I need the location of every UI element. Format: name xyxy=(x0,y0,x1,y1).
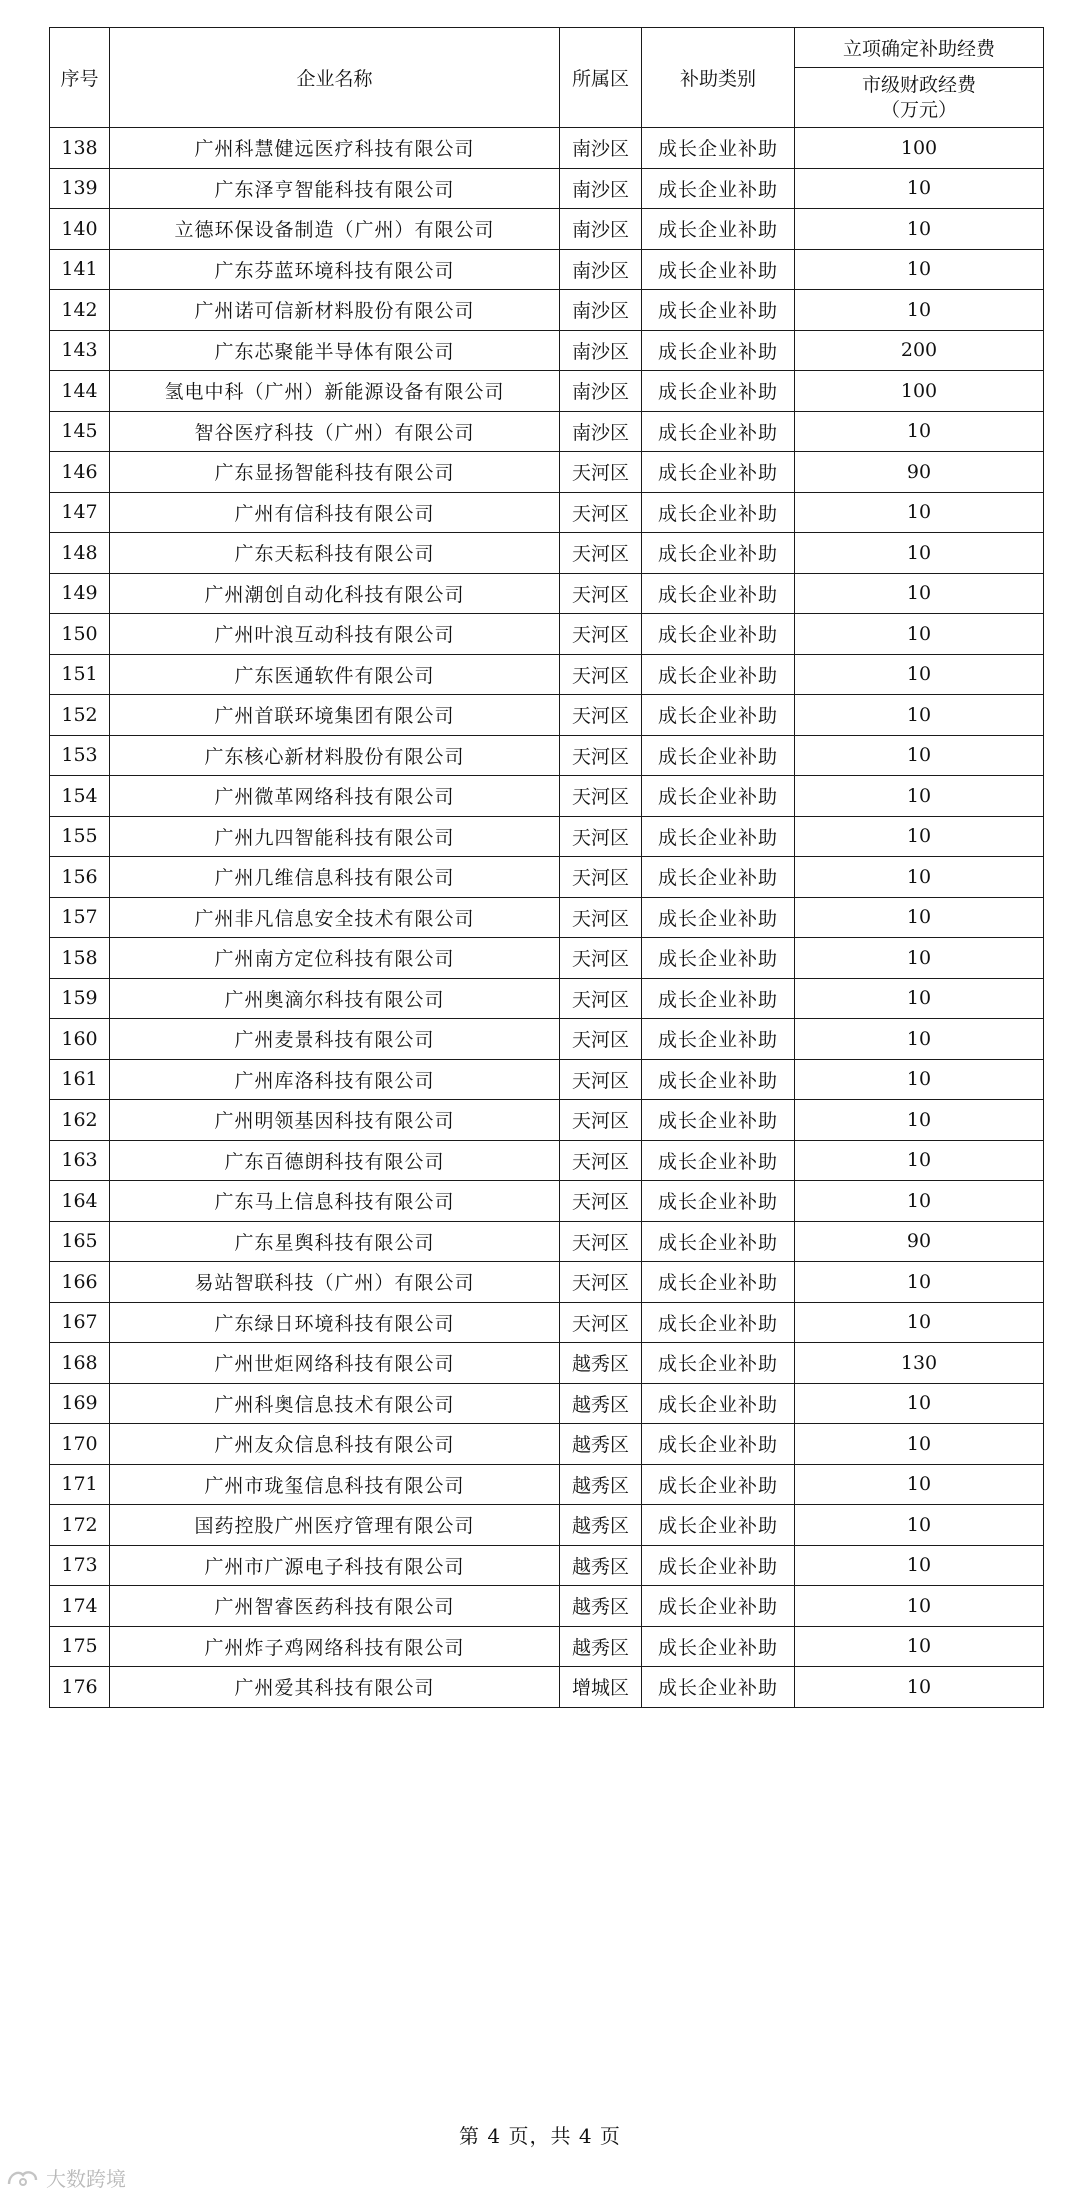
cell-index: 171 xyxy=(50,1464,110,1505)
cell-index: 173 xyxy=(50,1545,110,1586)
cell-index: 144 xyxy=(50,371,110,412)
cell-amount: 200 xyxy=(795,330,1044,371)
cell-category: 成长企业补助 xyxy=(642,290,795,331)
header-funding-sub-line1: 市级财政经费 xyxy=(861,73,976,96)
cell-category: 成长企业补助 xyxy=(642,1343,795,1384)
cell-company: 广州友众信息科技有限公司 xyxy=(110,1424,560,1465)
cell-district: 南沙区 xyxy=(560,330,642,371)
cell-index: 170 xyxy=(50,1424,110,1465)
cell-index: 175 xyxy=(50,1626,110,1667)
cell-amount: 10 xyxy=(795,1100,1044,1141)
table-row xyxy=(50,290,1044,331)
cell-index: 141 xyxy=(50,249,110,290)
cell-category: 成长企业补助 xyxy=(642,1262,795,1303)
cell-category: 成长企业补助 xyxy=(642,533,795,574)
cell-category: 成长企业补助 xyxy=(642,209,795,250)
cell-category: 成长企业补助 xyxy=(642,695,795,736)
cell-company: 广州叶浪互动科技有限公司 xyxy=(110,614,560,655)
logo-mark-icon xyxy=(6,2167,40,2189)
cell-index: 138 xyxy=(50,128,110,169)
cell-category: 成长企业补助 xyxy=(642,330,795,371)
cell-category: 成长企业补助 xyxy=(642,168,795,209)
cell-amount: 10 xyxy=(795,573,1044,614)
header-funding-sub-line2: （万元） xyxy=(880,98,957,121)
cell-amount: 10 xyxy=(795,1019,1044,1060)
table-row xyxy=(50,1262,1044,1303)
cell-category: 成长企业补助 xyxy=(642,1302,795,1343)
cell-company: 广州潮创自动化科技有限公司 xyxy=(110,573,560,614)
cell-company: 广州首联环境集团有限公司 xyxy=(110,695,560,736)
cell-amount: 10 xyxy=(795,1586,1044,1627)
page-footer: 第 4 页，共 4 页 xyxy=(459,2124,621,2148)
cell-district: 天河区 xyxy=(560,573,642,614)
table-row xyxy=(50,857,1044,898)
cell-index: 164 xyxy=(50,1181,110,1222)
cell-category: 成长企业补助 xyxy=(642,411,795,452)
cell-district: 越秀区 xyxy=(560,1586,642,1627)
table-row xyxy=(50,1626,1044,1667)
cell-amount: 10 xyxy=(795,978,1044,1019)
table-row xyxy=(50,1140,1044,1181)
cell-company: 广东天耘科技有限公司 xyxy=(110,533,560,574)
cell-category: 成长企业补助 xyxy=(642,492,795,533)
cell-company: 国药控股广州医疗管理有限公司 xyxy=(110,1505,560,1546)
cell-district: 天河区 xyxy=(560,492,642,533)
cell-index: 161 xyxy=(50,1059,110,1100)
table-row xyxy=(50,411,1044,452)
cell-amount: 10 xyxy=(795,1302,1044,1343)
cell-district: 天河区 xyxy=(560,938,642,979)
cell-district: 天河区 xyxy=(560,1221,642,1262)
cell-category: 成长企业补助 xyxy=(642,776,795,817)
cell-company: 广东马上信息科技有限公司 xyxy=(110,1181,560,1222)
header-funding-group: 立项确定补助经费 xyxy=(795,28,1044,68)
table-row xyxy=(50,776,1044,817)
cell-index: 165 xyxy=(50,1221,110,1262)
cell-district: 天河区 xyxy=(560,1140,642,1181)
cell-company: 智谷医疗科技（广州）有限公司 xyxy=(110,411,560,452)
cell-district: 天河区 xyxy=(560,897,642,938)
cell-company: 立德环保设备制造（广州）有限公司 xyxy=(110,209,560,250)
cell-company: 广州库洛科技有限公司 xyxy=(110,1059,560,1100)
cell-category: 成长企业补助 xyxy=(642,1626,795,1667)
table-row xyxy=(50,330,1044,371)
table-row xyxy=(50,249,1044,290)
cell-index: 152 xyxy=(50,695,110,736)
cell-district: 天河区 xyxy=(560,978,642,1019)
cell-company: 广东芯聚能半导体有限公司 xyxy=(110,330,560,371)
cell-index: 162 xyxy=(50,1100,110,1141)
table-row xyxy=(50,1424,1044,1465)
cell-index: 146 xyxy=(50,452,110,493)
table-body xyxy=(50,128,1044,1708)
cell-amount: 10 xyxy=(795,1464,1044,1505)
table-row xyxy=(50,168,1044,209)
cell-amount: 10 xyxy=(795,1059,1044,1100)
cell-company: 广州奥滴尔科技有限公司 xyxy=(110,978,560,1019)
cell-district: 天河区 xyxy=(560,857,642,898)
table-row xyxy=(50,614,1044,655)
table-row xyxy=(50,735,1044,776)
cell-index: 143 xyxy=(50,330,110,371)
cell-category: 成长企业补助 xyxy=(642,654,795,695)
cell-amount: 10 xyxy=(795,209,1044,250)
cell-district: 天河区 xyxy=(560,1262,642,1303)
cell-amount: 10 xyxy=(795,1505,1044,1546)
cell-district: 天河区 xyxy=(560,1181,642,1222)
cell-category: 成长企业补助 xyxy=(642,1667,795,1708)
cell-amount: 10 xyxy=(795,695,1044,736)
cell-amount: 10 xyxy=(795,168,1044,209)
cell-index: 145 xyxy=(50,411,110,452)
cell-amount: 10 xyxy=(795,816,1044,857)
cell-category: 成长企业补助 xyxy=(642,128,795,169)
header-district: 所属区 xyxy=(560,28,642,128)
cell-amount: 10 xyxy=(795,857,1044,898)
cell-district: 越秀区 xyxy=(560,1464,642,1505)
cell-company: 广东核心新材料股份有限公司 xyxy=(110,735,560,776)
cell-category: 成长企业补助 xyxy=(642,1383,795,1424)
cell-district: 越秀区 xyxy=(560,1545,642,1586)
cell-index: 147 xyxy=(50,492,110,533)
cell-company: 广东芬蓝环境科技有限公司 xyxy=(110,249,560,290)
cell-district: 南沙区 xyxy=(560,168,642,209)
cell-district: 天河区 xyxy=(560,735,642,776)
cell-amount: 10 xyxy=(795,1545,1044,1586)
cell-company: 广州麦景科技有限公司 xyxy=(110,1019,560,1060)
cell-category: 成长企业补助 xyxy=(642,1221,795,1262)
table-row xyxy=(50,371,1044,412)
cell-district: 天河区 xyxy=(560,452,642,493)
cell-index: 148 xyxy=(50,533,110,574)
cell-category: 成长企业补助 xyxy=(642,1019,795,1060)
cell-amount: 10 xyxy=(795,290,1044,331)
cell-category: 成长企业补助 xyxy=(642,1424,795,1465)
cell-index: 153 xyxy=(50,735,110,776)
table-row xyxy=(50,816,1044,857)
cell-amount: 10 xyxy=(795,776,1044,817)
cell-index: 168 xyxy=(50,1343,110,1384)
cell-amount: 90 xyxy=(795,1221,1044,1262)
subsidy-table xyxy=(49,27,1044,1708)
table-row xyxy=(50,1100,1044,1141)
cell-district: 天河区 xyxy=(560,1302,642,1343)
header-index: 序号 xyxy=(50,28,110,128)
cell-district: 天河区 xyxy=(560,816,642,857)
cell-district: 天河区 xyxy=(560,776,642,817)
cell-company: 广东绿日环境科技有限公司 xyxy=(110,1302,560,1343)
cell-company: 易站智联科技（广州）有限公司 xyxy=(110,1262,560,1303)
cell-company: 广州智睿医药科技有限公司 xyxy=(110,1586,560,1627)
cell-amount: 100 xyxy=(795,128,1044,169)
cell-category: 成长企业补助 xyxy=(642,1059,795,1100)
table-row xyxy=(50,1181,1044,1222)
cell-district: 南沙区 xyxy=(560,249,642,290)
cell-index: 158 xyxy=(50,938,110,979)
table-row xyxy=(50,695,1044,736)
cell-district: 南沙区 xyxy=(560,411,642,452)
table-row xyxy=(50,573,1044,614)
cell-index: 176 xyxy=(50,1667,110,1708)
cell-index: 150 xyxy=(50,614,110,655)
cell-category: 成长企业补助 xyxy=(642,816,795,857)
cell-district: 天河区 xyxy=(560,1059,642,1100)
cell-district: 南沙区 xyxy=(560,290,642,331)
cell-amount: 10 xyxy=(795,614,1044,655)
cell-index: 139 xyxy=(50,168,110,209)
cell-company: 广州有信科技有限公司 xyxy=(110,492,560,533)
cell-amount: 10 xyxy=(795,1262,1044,1303)
table-row xyxy=(50,897,1044,938)
cell-company: 广州科奥信息技术有限公司 xyxy=(110,1383,560,1424)
table-row xyxy=(50,128,1044,169)
header-funding-sub xyxy=(795,68,1044,128)
cell-company: 广州九四智能科技有限公司 xyxy=(110,816,560,857)
cell-company: 广州非凡信息安全技术有限公司 xyxy=(110,897,560,938)
cell-category: 成长企业补助 xyxy=(642,938,795,979)
cell-company: 氢电中科（广州）新能源设备有限公司 xyxy=(110,371,560,412)
cell-district: 增城区 xyxy=(560,1667,642,1708)
cell-category: 成长企业补助 xyxy=(642,1545,795,1586)
cell-amount: 130 xyxy=(795,1343,1044,1384)
table-row xyxy=(50,452,1044,493)
cell-district: 越秀区 xyxy=(560,1343,642,1384)
cell-company: 广州市珑玺信息科技有限公司 xyxy=(110,1464,560,1505)
cell-district: 天河区 xyxy=(560,533,642,574)
cell-district: 天河区 xyxy=(560,695,642,736)
cell-index: 157 xyxy=(50,897,110,938)
table-row xyxy=(50,1545,1044,1586)
cell-company: 广东医通软件有限公司 xyxy=(110,654,560,695)
cell-category: 成长企业补助 xyxy=(642,573,795,614)
cell-amount: 10 xyxy=(795,1383,1044,1424)
cell-amount: 10 xyxy=(795,1424,1044,1465)
cell-district: 天河区 xyxy=(560,614,642,655)
cell-district: 天河区 xyxy=(560,1100,642,1141)
cell-category: 成长企业补助 xyxy=(642,452,795,493)
table-row xyxy=(50,492,1044,533)
cell-district: 南沙区 xyxy=(560,209,642,250)
cell-district: 南沙区 xyxy=(560,128,642,169)
cell-category: 成长企业补助 xyxy=(642,1505,795,1546)
table-row xyxy=(50,1464,1044,1505)
cell-company: 广州南方定位科技有限公司 xyxy=(110,938,560,979)
cell-category: 成长企业补助 xyxy=(642,857,795,898)
cell-index: 149 xyxy=(50,573,110,614)
cell-amount: 10 xyxy=(795,897,1044,938)
cell-company: 广东百德朗科技有限公司 xyxy=(110,1140,560,1181)
cell-category: 成长企业补助 xyxy=(642,249,795,290)
cell-company: 广州科慧健远医疗科技有限公司 xyxy=(110,128,560,169)
cell-district: 越秀区 xyxy=(560,1626,642,1667)
header-company: 企业名称 xyxy=(110,28,560,128)
cell-index: 174 xyxy=(50,1586,110,1627)
cell-index: 159 xyxy=(50,978,110,1019)
header-category: 补助类别 xyxy=(642,28,795,128)
cell-amount: 10 xyxy=(795,533,1044,574)
cell-company: 广州爱其科技有限公司 xyxy=(110,1667,560,1708)
cell-district: 天河区 xyxy=(560,1019,642,1060)
cell-index: 155 xyxy=(50,816,110,857)
cell-amount: 10 xyxy=(795,1626,1044,1667)
table-row xyxy=(50,1383,1044,1424)
cell-index: 166 xyxy=(50,1262,110,1303)
cell-company: 广州市广源电子科技有限公司 xyxy=(110,1545,560,1586)
cell-company: 广州诺可信新材料股份有限公司 xyxy=(110,290,560,331)
cell-category: 成长企业补助 xyxy=(642,1464,795,1505)
cell-amount: 10 xyxy=(795,1181,1044,1222)
cell-company: 广州几维信息科技有限公司 xyxy=(110,857,560,898)
cell-category: 成长企业补助 xyxy=(642,1586,795,1627)
table-row xyxy=(50,533,1044,574)
table-row xyxy=(50,1343,1044,1384)
table-row xyxy=(50,1302,1044,1343)
cell-amount: 10 xyxy=(795,654,1044,695)
cell-category: 成长企业补助 xyxy=(642,897,795,938)
cell-index: 154 xyxy=(50,776,110,817)
cell-index: 160 xyxy=(50,1019,110,1060)
cell-amount: 10 xyxy=(795,1667,1044,1708)
cell-amount: 10 xyxy=(795,492,1044,533)
table-row xyxy=(50,1505,1044,1546)
cell-category: 成长企业补助 xyxy=(642,614,795,655)
cell-company: 广州明领基因科技有限公司 xyxy=(110,1100,560,1141)
cell-amount: 10 xyxy=(795,249,1044,290)
cell-district: 南沙区 xyxy=(560,371,642,412)
table-row xyxy=(50,654,1044,695)
cell-company: 广东泽亨智能科技有限公司 xyxy=(110,168,560,209)
cell-index: 167 xyxy=(50,1302,110,1343)
table-row xyxy=(50,1586,1044,1627)
watermark xyxy=(6,2163,126,2192)
cell-amount: 10 xyxy=(795,1140,1044,1181)
cell-category: 成长企业补助 xyxy=(642,1140,795,1181)
cell-category: 成长企业补助 xyxy=(642,371,795,412)
cell-index: 163 xyxy=(50,1140,110,1181)
cell-company: 广州世炬网络科技有限公司 xyxy=(110,1343,560,1384)
cell-company: 广州炸子鸡网络科技有限公司 xyxy=(110,1626,560,1667)
watermark-text: 大数跨境 xyxy=(46,2167,126,2191)
cell-district: 越秀区 xyxy=(560,1424,642,1465)
cell-amount: 100 xyxy=(795,371,1044,412)
cell-amount: 10 xyxy=(795,938,1044,979)
cell-index: 172 xyxy=(50,1505,110,1546)
cell-index: 156 xyxy=(50,857,110,898)
cell-company: 广东显扬智能科技有限公司 xyxy=(110,452,560,493)
cell-amount: 10 xyxy=(795,735,1044,776)
cell-index: 169 xyxy=(50,1383,110,1424)
table-row xyxy=(50,978,1044,1019)
cell-index: 140 xyxy=(50,209,110,250)
table-row xyxy=(50,1221,1044,1262)
cell-district: 天河区 xyxy=(560,654,642,695)
table-row xyxy=(50,209,1044,250)
cell-amount: 10 xyxy=(795,411,1044,452)
table-row xyxy=(50,938,1044,979)
cell-category: 成长企业补助 xyxy=(642,978,795,1019)
table-row xyxy=(50,1667,1044,1708)
cell-district: 越秀区 xyxy=(560,1383,642,1424)
cell-category: 成长企业补助 xyxy=(642,735,795,776)
cell-company: 广州微革网络科技有限公司 xyxy=(110,776,560,817)
cell-district: 越秀区 xyxy=(560,1505,642,1546)
cell-category: 成长企业补助 xyxy=(642,1100,795,1141)
table-row xyxy=(50,1019,1044,1060)
table-row xyxy=(50,1059,1044,1100)
cell-index: 142 xyxy=(50,290,110,331)
cell-category: 成长企业补助 xyxy=(642,1181,795,1222)
cell-amount: 90 xyxy=(795,452,1044,493)
cell-company: 广东星舆科技有限公司 xyxy=(110,1221,560,1262)
cell-index: 151 xyxy=(50,654,110,695)
